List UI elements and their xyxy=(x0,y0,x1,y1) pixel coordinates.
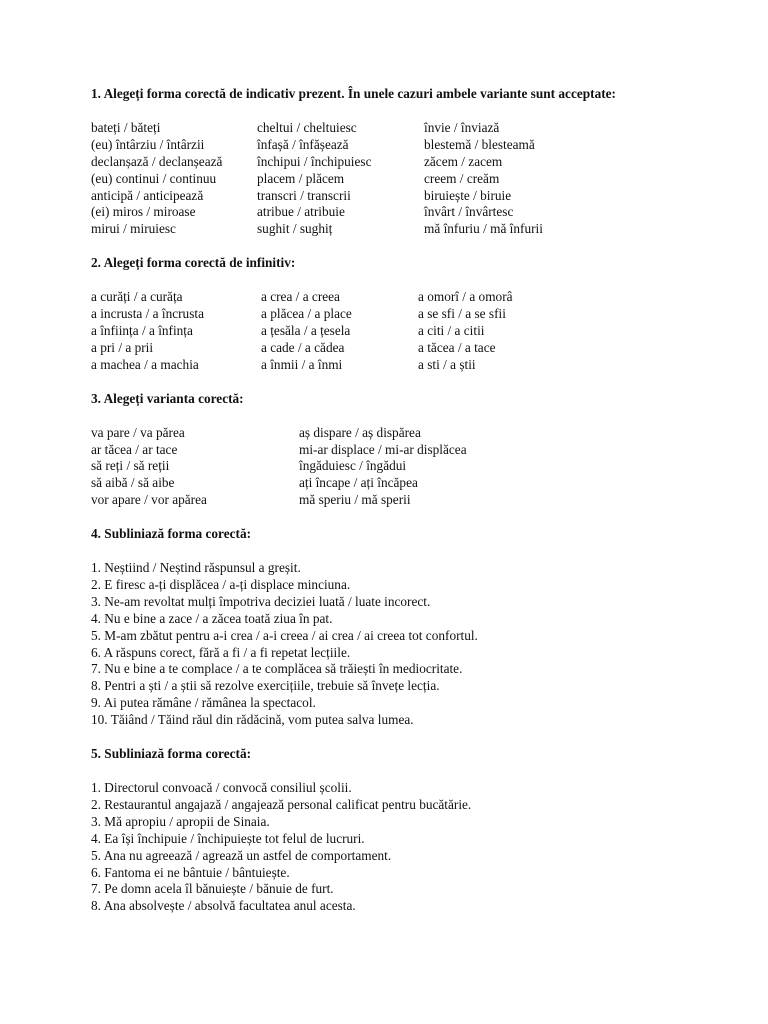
word-pair: sughit / sughiț xyxy=(257,221,333,237)
word-pair: a pri / a prii xyxy=(91,339,154,355)
list-item: 7. Nu e bine a te complace / a te complăcea să trăiești în mediocritate. xyxy=(91,661,463,677)
word-pair: închipui / închipuiesc xyxy=(257,153,372,169)
word-pair: mi-ar displace / mi-ar displăcea xyxy=(299,441,467,457)
section-4 xyxy=(91,526,676,729)
word-pair: vor apare / vor apărea xyxy=(91,492,207,508)
word-pair: a tăcea / a tace xyxy=(418,339,496,355)
word-pair: declanșază / declanșează xyxy=(91,153,223,169)
list-item: 4. Nu e bine a zace / a zăcea toată ziua în pat. xyxy=(91,610,333,626)
word-pair: biruiește / biruie xyxy=(424,187,512,203)
list-item: 4. Ea își închipuie / închipuiește tot felul de lucruri. xyxy=(91,830,365,846)
word-pair: atribue / atribuie xyxy=(257,204,345,220)
word-pair: a plăcea / a place xyxy=(261,306,352,322)
word-pair: să reți / să reții xyxy=(91,458,170,474)
section-1 xyxy=(91,86,676,238)
word-pair: a cade / a cădea xyxy=(261,339,345,355)
word-pair: îngăduiesc / îngădui xyxy=(299,458,407,474)
list-item: 1. Directorul convoacă / convocă consiliul școlii. xyxy=(91,780,352,795)
word-pair: a incrusta / a încrusta xyxy=(91,306,204,322)
word-pair: ați încape / ați încăpea xyxy=(299,475,418,491)
word-pair: a țesăla / a țesela xyxy=(261,322,351,338)
section-2-heading: 2. Alegeți forma corectă de infinitiv: xyxy=(91,255,296,271)
list-item: 2. Restaurantul angajază / angajează personal calificat pentru bucătărie. xyxy=(91,796,472,812)
section-2-grid xyxy=(91,289,676,374)
list-item: 7. Pe domn acela îl bănuiește / bănuie de furt. xyxy=(91,881,334,897)
word-pair: creem / creăm xyxy=(424,170,500,186)
word-pair: va pare / va părea xyxy=(91,424,185,440)
list-item: 5. M-am zbătut pentru a-i crea / a-i creea / ai crea / ai creea tot confortul. xyxy=(91,627,478,643)
word-pair: a înmii / a înmi xyxy=(261,356,343,372)
word-pair: mirui / miruiesc xyxy=(91,221,176,237)
list-item: 3. Ne-am revoltat mulți împotriva deciziei luată / luate incorect. xyxy=(91,593,431,609)
word-pair: a sti / a știi xyxy=(418,356,476,372)
word-pair: transcri / transcrii xyxy=(257,187,351,203)
word-pair: să aibă / să aibe xyxy=(91,475,175,491)
list-item: 6. A răspuns corect, fără a fi / a fi repetat lecțiile. xyxy=(91,644,351,660)
list-item: 8. Pentri a ști / a știi să rezolve exercițiile, trebuie să învețe lecția. xyxy=(91,678,440,694)
section-5-heading: 5. Subliniază forma corectă: xyxy=(91,746,252,762)
section-3 xyxy=(91,391,676,509)
section-2 xyxy=(91,255,676,373)
word-pair: (eu) întârziu / întârzii xyxy=(91,136,205,152)
section-4-heading: 4. Subliniază forma corectă: xyxy=(91,526,252,542)
list-item: 2. E firesc a-ți displăcea / a-ți displace minciuna. xyxy=(91,576,351,592)
word-pair: a omorî / a omorâ xyxy=(418,289,513,305)
word-pair: (ei) miros / miroase xyxy=(91,204,196,220)
section-5-list xyxy=(91,780,676,915)
list-item: 5. Ana nu agreează / agrează un astfel de comportament. xyxy=(91,847,392,863)
word-pair: a citi / a citii xyxy=(418,322,485,338)
list-item: 6. Fantoma ei ne bântuie / bântuiește. xyxy=(91,864,290,880)
word-pair: ar tăcea / ar tace xyxy=(91,441,178,457)
section-3-heading: 3. Alegeți varianta corectă: xyxy=(91,390,244,406)
word-pair: a înființa / a înfința xyxy=(91,322,193,338)
word-pair: a crea / a creea xyxy=(261,289,340,305)
list-item: 9. Ai putea rămâne / rămânea la spectacol. xyxy=(91,695,316,711)
word-pair: aș dispare / aș dispărea xyxy=(299,424,421,440)
word-pair: zăcem / zacem xyxy=(424,153,503,169)
list-item: 3. Mă apropiu / apropii de Sinaia. xyxy=(91,813,270,829)
word-pair: bateți / băteți xyxy=(91,119,161,135)
word-pair: a machea / a machia xyxy=(91,356,199,372)
word-pair: a se sfi / a se sfii xyxy=(418,306,506,322)
section-1-heading: 1. Alegeți forma corectă de indicativ prezent. În unele cazuri ambele variante sunt acceptate: xyxy=(91,86,616,101)
word-pair: blestemă / blesteamă xyxy=(424,136,535,152)
list-item: 1. Neștiind / Neștind răspunsul a greșit. xyxy=(91,560,301,576)
word-pair: (eu) continui / continuu xyxy=(91,170,217,186)
section-4-list xyxy=(91,560,676,729)
section-5 xyxy=(91,746,676,915)
worksheet xyxy=(91,86,676,915)
list-item: 10. Tăiând / Tăind răul din rădăcină, vom putea salva lumea. xyxy=(91,712,414,728)
word-pair: cheltui / cheltuiesc xyxy=(257,119,357,135)
word-pair: învie / înviază xyxy=(424,119,500,135)
word-pair: placem / plăcem xyxy=(257,170,345,186)
section-1-grid xyxy=(91,120,676,238)
list-item: 8. Ana absolvește / absolvă facultatea anul acesta. xyxy=(91,898,356,914)
word-pair: învârt / învârtesc xyxy=(424,204,514,220)
word-pair: mă înfuriu / mă înfurii xyxy=(424,221,543,237)
word-pair: a curăți / a curăța xyxy=(91,289,183,305)
word-pair: înfașă / înfășează xyxy=(257,136,349,152)
section-3-grid xyxy=(91,425,676,510)
word-pair: mă speriu / mă sperii xyxy=(299,492,411,508)
word-pair: anticipă / anticipează xyxy=(91,187,204,203)
